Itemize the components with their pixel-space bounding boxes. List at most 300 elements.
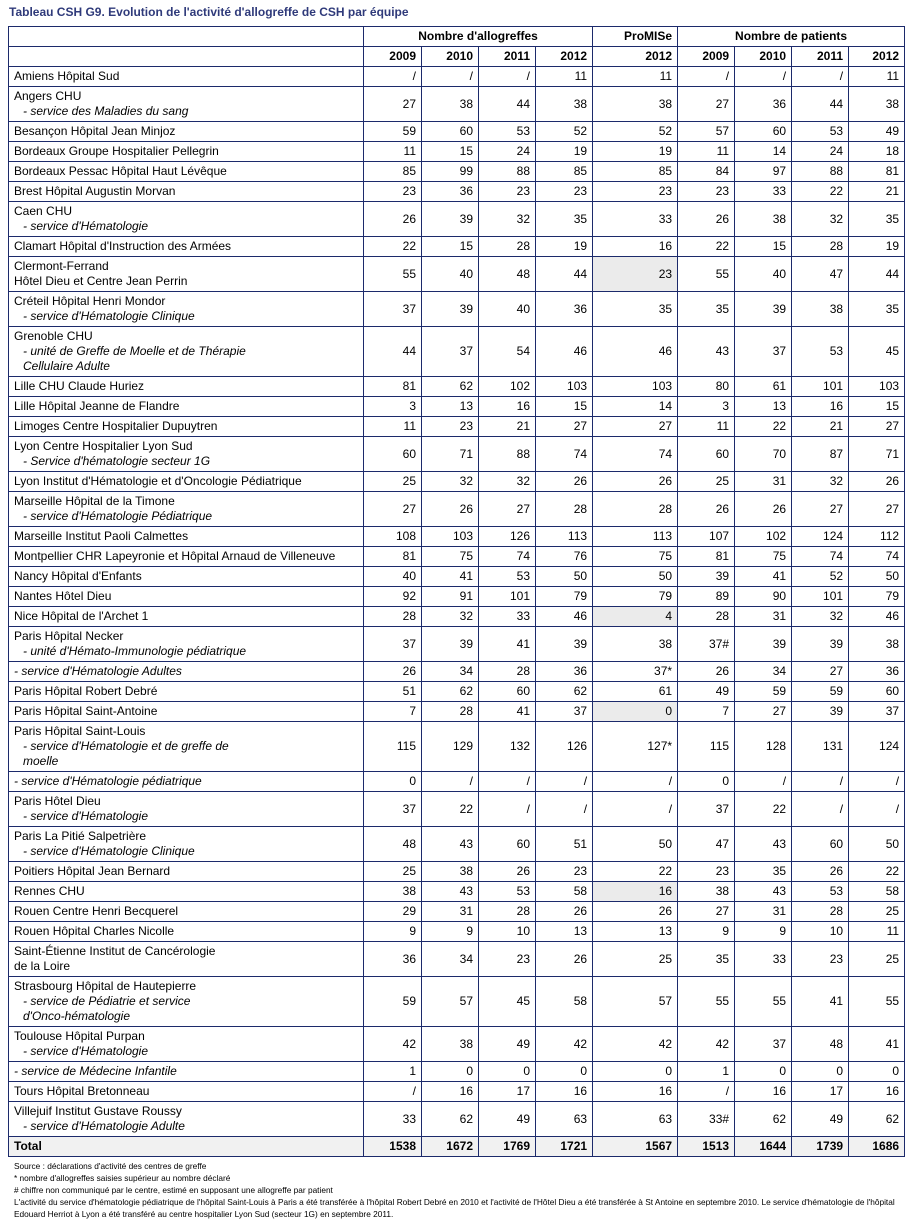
value-cell: 0 xyxy=(422,1062,479,1082)
value-cell: 70 xyxy=(735,437,792,472)
value-cell: 44 xyxy=(479,87,536,122)
service-name: - service d'Hématologie xyxy=(23,219,149,233)
value-cell: 39 xyxy=(422,202,479,237)
value-cell: 37 xyxy=(364,792,422,827)
value-cell: 11 xyxy=(849,922,905,942)
value-cell: 75 xyxy=(593,547,678,567)
value-cell: 101 xyxy=(792,377,849,397)
service-name: - unité d'Hémato-Immunologie pédiatrique xyxy=(23,644,247,658)
value-cell: 11 xyxy=(536,67,593,87)
value-cell: 28 xyxy=(536,492,593,527)
allograft-table xyxy=(8,26,905,1157)
value-cell: 16 xyxy=(479,397,536,417)
value-cell: 1 xyxy=(364,1062,422,1082)
value-cell: 84 xyxy=(678,162,735,182)
value-cell: 22 xyxy=(735,792,792,827)
table-row xyxy=(9,567,905,587)
value-cell: 27 xyxy=(593,417,678,437)
value-cell: 103 xyxy=(593,377,678,397)
center-name: Créteil Hôpital Henri Mondor xyxy=(14,294,166,308)
center-name-cell xyxy=(9,1102,364,1137)
center-name: Tours Hôpital Bretonneau xyxy=(14,1084,150,1098)
value-cell: 26 xyxy=(593,902,678,922)
value-cell: 85 xyxy=(536,162,593,182)
value-cell: 26 xyxy=(735,492,792,527)
value-cell: 26 xyxy=(593,472,678,492)
value-cell: 11 xyxy=(678,417,735,437)
value-cell: 39 xyxy=(792,702,849,722)
center-name: Saint-Étienne Institut de Cancérologie de la Loire xyxy=(14,944,216,973)
value-cell: 74 xyxy=(792,547,849,567)
value-cell: 35 xyxy=(593,292,678,327)
value-cell: 60 xyxy=(792,827,849,862)
value-cell: 81 xyxy=(678,547,735,567)
table-row xyxy=(9,142,905,162)
table-row xyxy=(9,662,905,682)
value-cell: 40 xyxy=(364,567,422,587)
value-cell: 22 xyxy=(422,792,479,827)
value-cell: 44 xyxy=(536,257,593,292)
center-name-cell xyxy=(9,377,364,397)
value-cell: / xyxy=(735,67,792,87)
center-name-cell xyxy=(9,922,364,942)
year-header: 2012 xyxy=(593,47,678,67)
center-name: Bordeaux Groupe Hospitalier Pellegrin xyxy=(14,144,219,158)
value-cell: 39 xyxy=(735,292,792,327)
value-cell: 38 xyxy=(593,627,678,662)
center-name-cell xyxy=(9,1082,364,1102)
year-header: 2011 xyxy=(479,47,536,67)
value-cell: / xyxy=(479,67,536,87)
value-cell: 28 xyxy=(593,492,678,527)
value-cell: 44 xyxy=(849,257,905,292)
value-cell: 35 xyxy=(849,202,905,237)
table-row xyxy=(9,237,905,257)
value-cell: 43 xyxy=(422,827,479,862)
table-row xyxy=(9,257,905,292)
value-cell: 0 xyxy=(536,1062,593,1082)
value-cell: 16 xyxy=(593,882,678,902)
center-name: Nantes Hôtel Dieu xyxy=(14,589,112,603)
center-name: Strasbourg Hôpital de Hautepierre xyxy=(14,979,197,993)
center-name-cell xyxy=(9,417,364,437)
value-cell: 115 xyxy=(364,722,422,772)
center-name-cell xyxy=(9,437,364,472)
value-cell: / xyxy=(678,67,735,87)
value-cell: 59 xyxy=(792,682,849,702)
center-name: Besançon Hôpital Jean Minjoz xyxy=(14,124,176,138)
value-cell: 59 xyxy=(364,977,422,1027)
service-name: - service d'Hématologie Clinique xyxy=(23,844,195,858)
value-cell: 74 xyxy=(479,547,536,567)
value-cell: 22 xyxy=(735,417,792,437)
value-cell: 37 xyxy=(849,702,905,722)
value-cell: 28 xyxy=(479,662,536,682)
group-header-row xyxy=(9,27,905,47)
value-cell: 32 xyxy=(422,472,479,492)
header-empty xyxy=(9,27,364,47)
value-cell: 38 xyxy=(792,292,849,327)
service-name: - service d'Hématologie Adulte xyxy=(23,1119,185,1133)
value-cell: 23 xyxy=(678,182,735,202)
value-cell: 34 xyxy=(422,942,479,977)
value-cell: 23 xyxy=(678,862,735,882)
center-name-cell xyxy=(9,942,364,977)
value-cell: 75 xyxy=(735,547,792,567)
value-cell: 0 xyxy=(849,1062,905,1082)
value-cell: 58 xyxy=(536,882,593,902)
center-name: Lille CHU Claude Huriez xyxy=(14,379,145,393)
center-name: Paris Hôpital Saint-Louis xyxy=(14,724,146,738)
value-cell: 7 xyxy=(364,702,422,722)
value-cell: 29 xyxy=(364,902,422,922)
center-name-cell xyxy=(9,607,364,627)
value-cell: 32 xyxy=(792,202,849,237)
value-cell: 41 xyxy=(479,702,536,722)
service-name: - service d'Hématologie pédiatrique xyxy=(14,774,202,788)
value-cell: 25 xyxy=(849,942,905,977)
footnote-asterisk: * nombre d'allogreffes saisies supérieur au nombre déclaré xyxy=(14,1173,231,1183)
table-row xyxy=(9,702,905,722)
value-cell: 33 xyxy=(364,1102,422,1137)
center-name-cell xyxy=(9,67,364,87)
value-cell: 80 xyxy=(678,377,735,397)
total-row xyxy=(9,1137,905,1157)
value-cell: 23 xyxy=(593,182,678,202)
value-cell: 37 xyxy=(422,327,479,377)
value-cell: 18 xyxy=(849,142,905,162)
value-cell: 39 xyxy=(536,627,593,662)
value-cell: 87 xyxy=(792,437,849,472)
center-name: Paris Hôpital Robert Debré xyxy=(14,684,158,698)
center-name-cell xyxy=(9,292,364,327)
table-row xyxy=(9,417,905,437)
value-cell: 53 xyxy=(792,122,849,142)
value-cell: 36 xyxy=(364,942,422,977)
total-value: 1769 xyxy=(479,1137,536,1157)
table-row xyxy=(9,722,905,772)
value-cell: 49 xyxy=(678,682,735,702)
value-cell: 37 xyxy=(735,1027,792,1062)
center-name-cell xyxy=(9,397,364,417)
center-name: Paris La Pitié Salpetrière xyxy=(14,829,147,843)
value-cell: 28 xyxy=(678,607,735,627)
value-cell: 23 xyxy=(479,182,536,202)
value-cell: 19 xyxy=(849,237,905,257)
total-value: 1721 xyxy=(536,1137,593,1157)
center-name-cell xyxy=(9,682,364,702)
value-cell: 44 xyxy=(792,87,849,122)
value-cell: 39 xyxy=(792,627,849,662)
table-row xyxy=(9,1082,905,1102)
value-cell: 38 xyxy=(422,1027,479,1062)
value-cell: 15 xyxy=(536,397,593,417)
value-cell: 33 xyxy=(735,182,792,202)
center-name-cell xyxy=(9,722,364,772)
value-cell: 131 xyxy=(792,722,849,772)
service-name: - service de Pédiatrie et service d'Onco-hématologie xyxy=(23,994,191,1023)
center-name: Paris Hôpital Necker xyxy=(14,629,124,643)
value-cell: / xyxy=(792,67,849,87)
value-cell: 28 xyxy=(479,237,536,257)
service-name: - service des Maladies du sang xyxy=(23,104,189,118)
value-cell: / xyxy=(849,772,905,792)
value-cell: 31 xyxy=(422,902,479,922)
value-cell: / xyxy=(536,772,593,792)
value-cell: 39 xyxy=(735,627,792,662)
center-name-cell xyxy=(9,702,364,722)
value-cell: 48 xyxy=(364,827,422,862)
value-cell: 92 xyxy=(364,587,422,607)
table-row xyxy=(9,607,905,627)
value-cell: 38 xyxy=(422,87,479,122)
center-name-cell xyxy=(9,237,364,257)
value-cell: 128 xyxy=(735,722,792,772)
service-name: - service d'Hématologie Clinique xyxy=(23,309,195,323)
value-cell: 0 xyxy=(364,772,422,792)
value-cell: / xyxy=(422,67,479,87)
year-header: 2010 xyxy=(735,47,792,67)
value-cell: 38 xyxy=(536,87,593,122)
value-cell: 79 xyxy=(593,587,678,607)
total-value: 1672 xyxy=(422,1137,479,1157)
value-cell: 10 xyxy=(479,922,536,942)
center-name: Rouen Hôpital Charles Nicolle xyxy=(14,924,175,938)
center-name-cell xyxy=(9,142,364,162)
value-cell: 0 xyxy=(479,1062,536,1082)
value-cell: 32 xyxy=(479,202,536,237)
value-cell: 34 xyxy=(735,662,792,682)
value-cell: 14 xyxy=(593,397,678,417)
value-cell: 16 xyxy=(792,397,849,417)
value-cell: 24 xyxy=(792,142,849,162)
value-cell: 124 xyxy=(792,527,849,547)
value-cell: 26 xyxy=(678,492,735,527)
center-name-cell xyxy=(9,472,364,492)
value-cell: 58 xyxy=(849,882,905,902)
value-cell: / xyxy=(792,772,849,792)
value-cell: 32 xyxy=(479,472,536,492)
value-cell: 113 xyxy=(593,527,678,547)
table-row xyxy=(9,627,905,662)
value-cell: 36 xyxy=(422,182,479,202)
center-name-cell xyxy=(9,1027,364,1062)
value-cell: 62 xyxy=(536,682,593,702)
value-cell: / xyxy=(593,792,678,827)
table-row xyxy=(9,87,905,122)
value-cell: 52 xyxy=(792,567,849,587)
service-name: - Service d'hématologie secteur 1G xyxy=(23,454,211,468)
center-name-cell xyxy=(9,862,364,882)
value-cell: 81 xyxy=(364,547,422,567)
value-cell: 27 xyxy=(849,417,905,437)
center-name: Clamart Hôpital d'Instruction des Armées xyxy=(14,239,232,253)
value-cell: 13 xyxy=(422,397,479,417)
value-cell: 22 xyxy=(792,182,849,202)
center-name: Bordeaux Pessac Hôpital Haut Lévêque xyxy=(14,164,227,178)
center-name: Montpellier CHR Lapeyronie et Hôpital Arnaud de Villeneuve xyxy=(14,549,336,563)
value-cell: 42 xyxy=(593,1027,678,1062)
value-cell: 63 xyxy=(593,1102,678,1137)
center-name-cell xyxy=(9,792,364,827)
center-name-cell xyxy=(9,527,364,547)
value-cell: 34 xyxy=(422,662,479,682)
service-name: - unité de Greffe de Moelle et de Thérapie Cellulaire Adulte xyxy=(23,344,246,373)
year-header: 2011 xyxy=(792,47,849,67)
value-cell: / xyxy=(479,792,536,827)
value-cell: 28 xyxy=(792,902,849,922)
value-cell: 132 xyxy=(479,722,536,772)
value-cell: / xyxy=(593,772,678,792)
value-cell: 27 xyxy=(479,492,536,527)
value-cell: 19 xyxy=(536,237,593,257)
value-cell: 0 xyxy=(735,1062,792,1082)
value-cell: 62 xyxy=(422,682,479,702)
value-cell: 11 xyxy=(364,417,422,437)
value-cell: 103 xyxy=(422,527,479,547)
table-row xyxy=(9,472,905,492)
value-cell: 27 xyxy=(364,87,422,122)
value-cell: 0 xyxy=(593,1062,678,1082)
value-cell: 27 xyxy=(792,662,849,682)
value-cell: 75 xyxy=(422,547,479,567)
value-cell: 36 xyxy=(536,292,593,327)
value-cell: 47 xyxy=(678,827,735,862)
value-cell: 50 xyxy=(593,567,678,587)
value-cell: 41 xyxy=(735,567,792,587)
value-cell: 53 xyxy=(479,122,536,142)
value-cell: 46 xyxy=(536,327,593,377)
service-name: - service d'Hématologie xyxy=(23,1044,149,1058)
value-cell: 31 xyxy=(735,902,792,922)
value-cell: 62 xyxy=(422,1102,479,1137)
value-cell: 26 xyxy=(792,862,849,882)
year-header: 2010 xyxy=(422,47,479,67)
value-cell: 17 xyxy=(792,1082,849,1102)
value-cell: 103 xyxy=(849,377,905,397)
value-cell: 129 xyxy=(422,722,479,772)
value-cell: 38 xyxy=(849,87,905,122)
value-cell: 103 xyxy=(536,377,593,397)
center-name: Paris Hôpital Saint-Antoine xyxy=(14,704,158,718)
value-cell: 89 xyxy=(678,587,735,607)
value-cell: 50 xyxy=(593,827,678,862)
center-name: Amiens Hôpital Sud xyxy=(14,69,120,83)
total-label: Total xyxy=(9,1137,364,1157)
table-row xyxy=(9,772,905,792)
value-cell: 26 xyxy=(536,902,593,922)
value-cell: / xyxy=(422,772,479,792)
value-cell: 55 xyxy=(735,977,792,1027)
service-name: - service d'Hématologie Pédiatrique xyxy=(23,509,213,523)
value-cell: 50 xyxy=(536,567,593,587)
center-name: Lyon Institut d'Hématologie et d'Oncologie Pédiatrique xyxy=(14,474,302,488)
value-cell: 48 xyxy=(792,1027,849,1062)
value-cell: 26 xyxy=(422,492,479,527)
year-header: 2009 xyxy=(678,47,735,67)
value-cell: 51 xyxy=(536,827,593,862)
value-cell: 74 xyxy=(849,547,905,567)
total-value: 1644 xyxy=(735,1137,792,1157)
value-cell: 35 xyxy=(735,862,792,882)
value-cell: 33 xyxy=(479,607,536,627)
value-cell: 54 xyxy=(479,327,536,377)
center-name-cell xyxy=(9,827,364,862)
value-cell: 11 xyxy=(849,67,905,87)
value-cell: 40 xyxy=(479,292,536,327)
value-cell: 26 xyxy=(849,472,905,492)
value-cell: 45 xyxy=(479,977,536,1027)
value-cell: 55 xyxy=(364,257,422,292)
value-cell: 46 xyxy=(849,607,905,627)
value-cell: 19 xyxy=(593,142,678,162)
value-cell: 35 xyxy=(536,202,593,237)
value-cell: 61 xyxy=(735,377,792,397)
value-cell: 44 xyxy=(364,327,422,377)
table-row xyxy=(9,527,905,547)
value-cell: 41 xyxy=(422,567,479,587)
value-cell: 55 xyxy=(678,977,735,1027)
table-row xyxy=(9,942,905,977)
center-name-cell xyxy=(9,627,364,662)
table-row xyxy=(9,547,905,567)
table-row xyxy=(9,67,905,87)
value-cell: 14 xyxy=(735,142,792,162)
value-cell: 46 xyxy=(593,327,678,377)
value-cell: 16 xyxy=(593,237,678,257)
value-cell: 58 xyxy=(536,977,593,1027)
value-cell: 19 xyxy=(536,142,593,162)
value-cell: 26 xyxy=(364,202,422,237)
value-cell: 1 xyxy=(678,1062,735,1082)
total-value: 1513 xyxy=(678,1137,735,1157)
year-header: 2009 xyxy=(364,47,422,67)
footnote-hash: # chiffre non communiqué par le centre, estimé en supposant une allogreffe par patient xyxy=(14,1185,333,1195)
center-name-cell xyxy=(9,587,364,607)
value-cell: 79 xyxy=(849,587,905,607)
value-cell: 40 xyxy=(735,257,792,292)
value-cell: 99 xyxy=(422,162,479,182)
center-name-cell xyxy=(9,977,364,1027)
value-cell: 37 xyxy=(678,792,735,827)
table-row xyxy=(9,162,905,182)
center-name-cell xyxy=(9,87,364,122)
footnote-source: Source : déclarations d'activité des centres de greffe xyxy=(14,1161,207,1171)
total-value: 1538 xyxy=(364,1137,422,1157)
value-cell: 11 xyxy=(593,67,678,87)
total-value: 1567 xyxy=(593,1137,678,1157)
value-cell: 49 xyxy=(479,1102,536,1137)
value-cell: 102 xyxy=(479,377,536,397)
table-row xyxy=(9,397,905,417)
value-cell: 4 xyxy=(593,607,678,627)
value-cell: 60 xyxy=(364,437,422,472)
value-cell: 62 xyxy=(849,1102,905,1137)
value-cell: 43 xyxy=(735,882,792,902)
value-cell: 23 xyxy=(792,942,849,977)
value-cell: 11 xyxy=(678,142,735,162)
value-cell: 102 xyxy=(735,527,792,547)
value-cell: 23 xyxy=(536,182,593,202)
service-name: - service de Médecine Infantile xyxy=(14,1064,177,1078)
value-cell: 61 xyxy=(593,682,678,702)
value-cell: / xyxy=(792,792,849,827)
table-row xyxy=(9,827,905,862)
value-cell: 38 xyxy=(849,627,905,662)
value-cell: 76 xyxy=(536,547,593,567)
table-row xyxy=(9,1027,905,1062)
value-cell: 42 xyxy=(678,1027,735,1062)
